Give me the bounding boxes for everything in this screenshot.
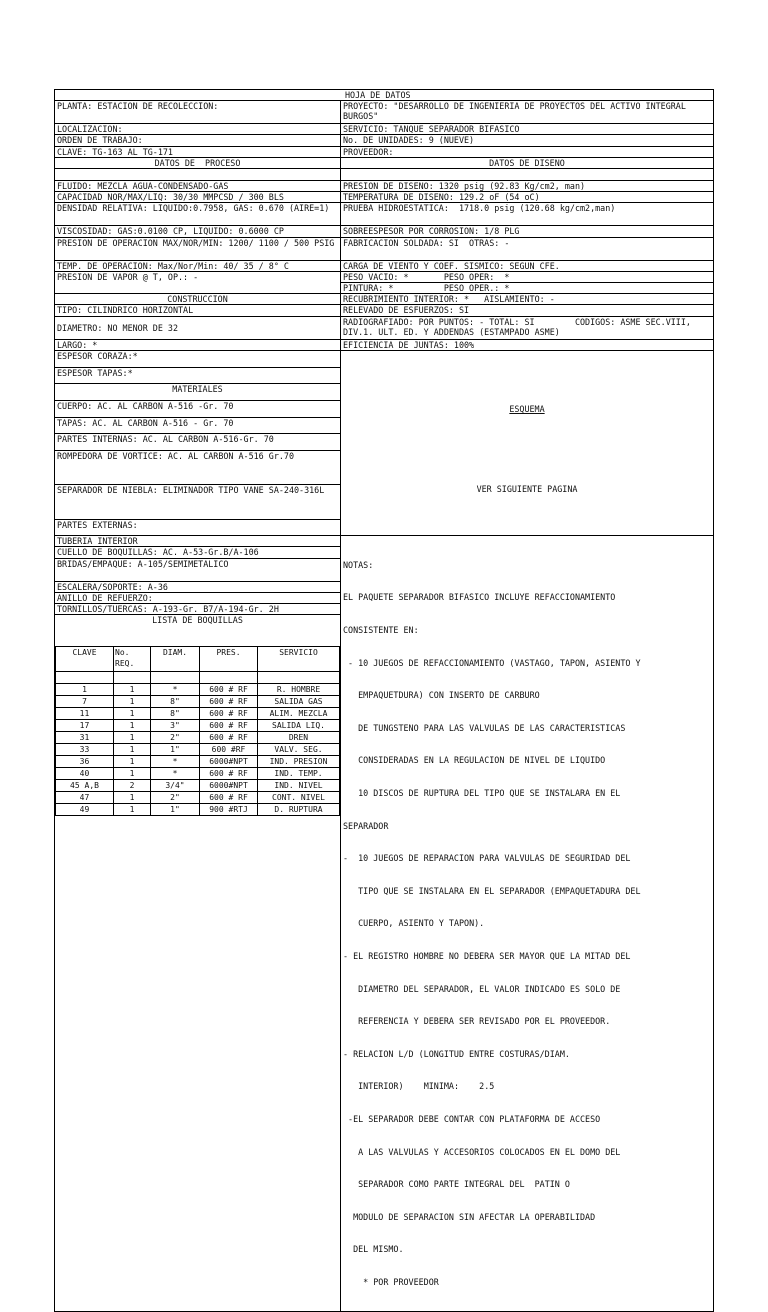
nozzle-list [55,626,341,1311]
note-line: EMPAQUETDURA) CON INSERTO DE CARBURO [343,690,540,701]
note-line: * POR PROVEEDOR [343,1277,439,1288]
project-field: PROYECTO: "DESARROLLO DE INGENIERIA DE PROYECTOS DEL ACTIVO INTEGRAL BURGOS" [341,101,714,124]
heads-material-field: TAPAS: AC. AL CARBON A-516 - Gr. 70 [55,417,341,434]
table-cell: 1 [56,684,114,696]
note-line: A LAS VALVULAS Y ACCESORIOS COLOCADOS EN EL DOMO DEL [343,1146,621,1157]
schematic-title: ESQUEMA [509,403,545,414]
design-pressure-field: PRESION DE DISENO: 1320 psig (92.83 Kg/cm2, man) [341,181,714,192]
nozzle-header-key: CLAVE [56,647,114,672]
joint-efficiency-field: EFICIENCIA DE JUNTAS: 100% [341,339,714,350]
table-cell: 31 [56,732,114,744]
flanges-gasket-field: BRIDAS/EMPAQUE: A-105/SEMIMETALICO [55,558,341,581]
table-cell: 600 # RF [200,696,258,708]
table-cell: DREN [258,732,340,744]
service-field: SERVICIO: TANQUE SEPARADOR BIFASICO [341,124,714,135]
data-sheet [54,89,713,1312]
plant-field: PLANTA: ESTACION DE RECOLECCION: [55,101,341,124]
vapor-pressure-field: PRESION DE VAPOR @ T, OP.: - [55,271,341,293]
location-field: LOCALIZACION: [55,124,341,135]
table-cell: 1" [151,744,200,756]
table-cell: 8" [151,708,200,720]
spacer-right [341,169,714,181]
note-line: - RELACION L/D (LONGITUD ENTRE COSTURAS/DIAM. [343,1048,570,1059]
table-cell: IND. TEMP. [258,768,340,780]
table-cell: 900 #RTJ [200,804,258,816]
table-cell: 2" [151,792,200,804]
ladder-support-field: ESCALERA/SOPORTE: A-36 [55,581,341,592]
table-row [56,684,340,696]
table-cell: 6000#NPT [200,780,258,792]
note-line: - EL REGISTRO HOMBRE NO DEBERA SER MAYOR QUE LA MITAD DEL [343,951,631,961]
note-line: MODULO DE SEPARACION SIN AFECTAR LA OPERABILIDAD [343,1211,596,1222]
table-cell: ALIM. MEZCLA [258,708,340,720]
table-cell: 1 [114,744,151,756]
sheet-title: HOJA DE DATOS [55,90,714,101]
table-cell: IND. PRESION [258,756,340,768]
table-cell: 600 # RF [200,732,258,744]
table-cell: 40 [56,768,114,780]
note-line: SEPARADOR COMO PARTE INTEGRAL DEL PATIN O [343,1179,570,1190]
table-cell: SALIDA LIQ. [258,720,340,732]
note-line: EL PAQUETE SEPARADOR BIFASICO INCLUYE REFACCIONAMIENTO [343,592,616,603]
nozzle-list-header: LISTA DE BOQUILLAS [55,615,341,626]
nozzle-header-qty: No. REQ. [114,647,151,672]
table-row [56,708,340,720]
table-cell: 600 # RF [200,720,258,732]
fluid-field: FLUIDO: MEZCLA AGUA-CONDENSADO-GAS [55,181,341,192]
table-cell: 1" [151,804,200,816]
table-row [56,732,340,744]
note-line: INTERIOR) MINIMA: 2.5 [343,1081,495,1092]
note-line: - 10 JUEGOS DE REPARACION PARA VALVULAS DE SEGURIDAD DEL [343,853,631,864]
note-line: NOTAS: [343,559,374,570]
mist-eliminator-field: SEPARADOR DE NIEBLA: ELIMINADOR TIPO VANE SA-240-316L [55,485,341,519]
welded-fabrication-field: FABRICACION SOLDADA: SI OTRAS: - [341,237,714,260]
table-row [56,720,340,732]
internals-material-field: PARTES INTERNAS: AC. AL CARBON A-516-Gr. 70 [55,434,341,451]
viscosity-field: VISCOSIDAD: GAS:0.0100 CP, LIQUIDO: 0.6000 CP [55,226,341,237]
internal-piping-field: TUBERIA INTERIOR [55,536,341,547]
notes-area [341,536,714,1311]
table-row [56,744,340,756]
note-line: 10 DISCOS DE RUPTURA DEL TIPO QUE SE INSTALARA EN EL [343,787,621,798]
density-field: DENSIDAD RELATIVA: LIQUIDO:0.7958, GAS: 0.670 (AIRE=1) [55,203,341,226]
table-cell: 45 A,B [56,780,114,792]
table-cell: 17 [56,720,114,732]
table-row [56,756,340,768]
note-line: REFERENCIA Y DEBERA SER REVISADO POR EL PROVEEDOR. [343,1016,611,1027]
table-cell: 6000#NPT [200,756,258,768]
operating-pressure-field: PRESION DE OPERACION MAX/NOR/MIN: 1200/ 1100 / 500 PSIG [55,237,341,260]
table-cell: 1 [114,732,151,744]
table-cell: 1 [114,696,151,708]
external-parts-field: PARTES EXTERNAS: [55,519,341,536]
table-cell: 33 [56,744,114,756]
nozzle-header-pres: PRES. [200,647,258,672]
body-material-field: CUERPO: AC. AL CARBON A-516 -Gr. 70 [55,400,341,417]
note-line: -EL SEPARADOR DEBE CONTAR CON PLATAFORMA DE ACCESO [343,1114,601,1125]
table-row [56,804,340,816]
table-cell: 1 [114,756,151,768]
table-cell: 3/4" [151,780,200,792]
table-cell: 600 #RF [200,744,258,756]
table-cell: 2" [151,732,200,744]
table-cell: * [151,768,200,780]
supplier-field: PROVEEDOR: [341,146,714,157]
nozzle-header-diam: DIAM. [151,647,200,672]
units-field: No. DE UNIDADES: 9 (NUEVE) [341,135,714,146]
note-line: DEL MISMO. [343,1244,404,1255]
table-row [56,780,340,792]
key-field: CLAVE: TG-163 AL TG-171 [55,146,341,157]
stress-relief-field: RELEVADO DE ESFUERZOS: SI [341,305,714,316]
spacer-left [55,169,341,181]
table-cell: CONT. NIVEL [258,792,340,804]
table-cell: 49 [56,804,114,816]
note-line: DIAMETRO DEL SEPARADOR, EL VALOR INDICADO ES SOLO DE [343,983,621,994]
table-row [56,792,340,804]
table-cell: 600 # RF [200,708,258,720]
data-sheet-table [54,89,714,1312]
note-line: CONSIDERADAS EN LA REGULACION DE NIVEL DE LIQUIDO [343,755,606,766]
length-field: LARGO: * [55,339,341,350]
table-cell: 1 [114,684,151,696]
shell-thickness-field: ESPESOR CORAZA:* [55,350,341,367]
corrosion-allowance-field: SOBREESPESOR POR CORROSION: 1/8 PLG [341,226,714,237]
work-order-field: ORDEN DE TRABAJO: [55,135,341,146]
capacity-field: CAPACIDAD NOR/MAX/LIQ: 30/30 MMPCSD / 300 BLS [55,192,341,203]
note-line: CONSISTENTE EN: [343,624,419,635]
table-cell: * [151,684,200,696]
nozzle-table [55,646,340,816]
vortex-breaker-field: ROMPEDORA DE VORTICE: AC. AL CARBON A-516 Gr.70 [55,450,341,484]
process-data-header: DATOS DE PROCESO [55,157,341,168]
materials-header: MATERIALES [55,384,341,401]
lining-field: RECUBRIMIENTO INTERIOR: * AISLAMIENTO: - [341,294,714,305]
table-cell: D. RUPTURA [258,804,340,816]
table-cell: 1 [114,804,151,816]
note-line: - 10 JUEGOS DE REFACCIONAMIENTO (VASTAGO, TAPON, ASIENTO Y [343,657,641,668]
note-line: DE TUNGSTENO PARA LAS VALVULAS DE LAS CARACTERISTICAS [343,722,626,733]
schematic-reference: VER SIGUIENTE PAGINA [476,484,578,495]
table-cell: 1 [114,768,151,780]
table-cell: R. HOMBRE [258,684,340,696]
table-cell: 7 [56,696,114,708]
wind-seismic-field: CARGA DE VIENTO Y COEF. SISMICO: SEGUN CFE. [341,260,714,271]
note-line: SEPARADOR [343,820,389,831]
heads-thickness-field: ESPESOR TAPAS:* [55,367,341,384]
table-cell: SALIDA GAS [258,696,340,708]
type-field: TIPO: CILINDRICO HORIZONTAL [55,305,341,316]
table-cell: 2 [114,780,151,792]
table-cell: VALV. SEG. [258,744,340,756]
table-cell: * [151,756,200,768]
empty-weight-field: PESO VACIO: * PESO OPER: * [341,271,714,282]
note-line: CUERPO, ASIENTO Y TAPON). [343,918,485,929]
diameter-field: DIAMETRO: NO MENOR DE 32 [55,316,341,339]
table-cell: 36 [56,756,114,768]
nozzle-neck-field: CUELLO DE BOQUILLAS: AC. A-53-Gr.B/A-106 [55,547,341,558]
table-row [56,768,340,780]
bolts-nuts-field: TORNILLOS/TUERCAS: A-193-Gr. B7/A-194-Gr. 2H [55,604,341,615]
construction-header: CONSTRUCCION [55,294,341,305]
design-temperature-field: TEMPERATURA DE DISENO: 129.2 oF (54 oC) [341,192,714,203]
table-cell: 8" [151,696,200,708]
table-cell: 600 # RF [200,792,258,804]
table-cell: 11 [56,708,114,720]
reinforcement-ring-field: ANILLO DE REFUERZO: [55,592,341,603]
table-row [56,696,340,708]
design-data-header: DATOS DE DISENO [341,157,714,168]
table-cell: IND. NIVEL [258,780,340,792]
hydrostatic-test-field: PRUEBA HIDROESTATICA: 1718.0 psig (120.68 kg/cm2,man) [341,203,714,226]
table-cell: 3" [151,720,200,732]
radiography-field: RADIOGRAFIADO: POR PUNTOS: - TOTAL: SI CODIGOS: ASME SEC.VIII, DIV.1. ULT. ED. Y ADDENDAS (ESTAMPADO ASME) [341,316,714,339]
schematic-area [341,350,714,535]
table-cell: 600 # RF [200,768,258,780]
note-line: TIPO QUE SE INSTALARA EN EL SEPARADOR (EMPAQUETADURA DEL [343,885,641,896]
table-cell: 1 [114,792,151,804]
nozzle-header-service: SERVICIO [258,647,340,672]
operating-temperature-field: TEMP. DE OPERACION: Max/Nor/Min: 40/ 35 / 8° C [55,260,341,271]
table-cell: 1 [114,720,151,732]
table-cell: 600 # RF [200,684,258,696]
table-cell: 1 [114,708,151,720]
table-cell: 47 [56,792,114,804]
paint-field: PINTURA: * PESO OPER.: * [341,283,714,294]
